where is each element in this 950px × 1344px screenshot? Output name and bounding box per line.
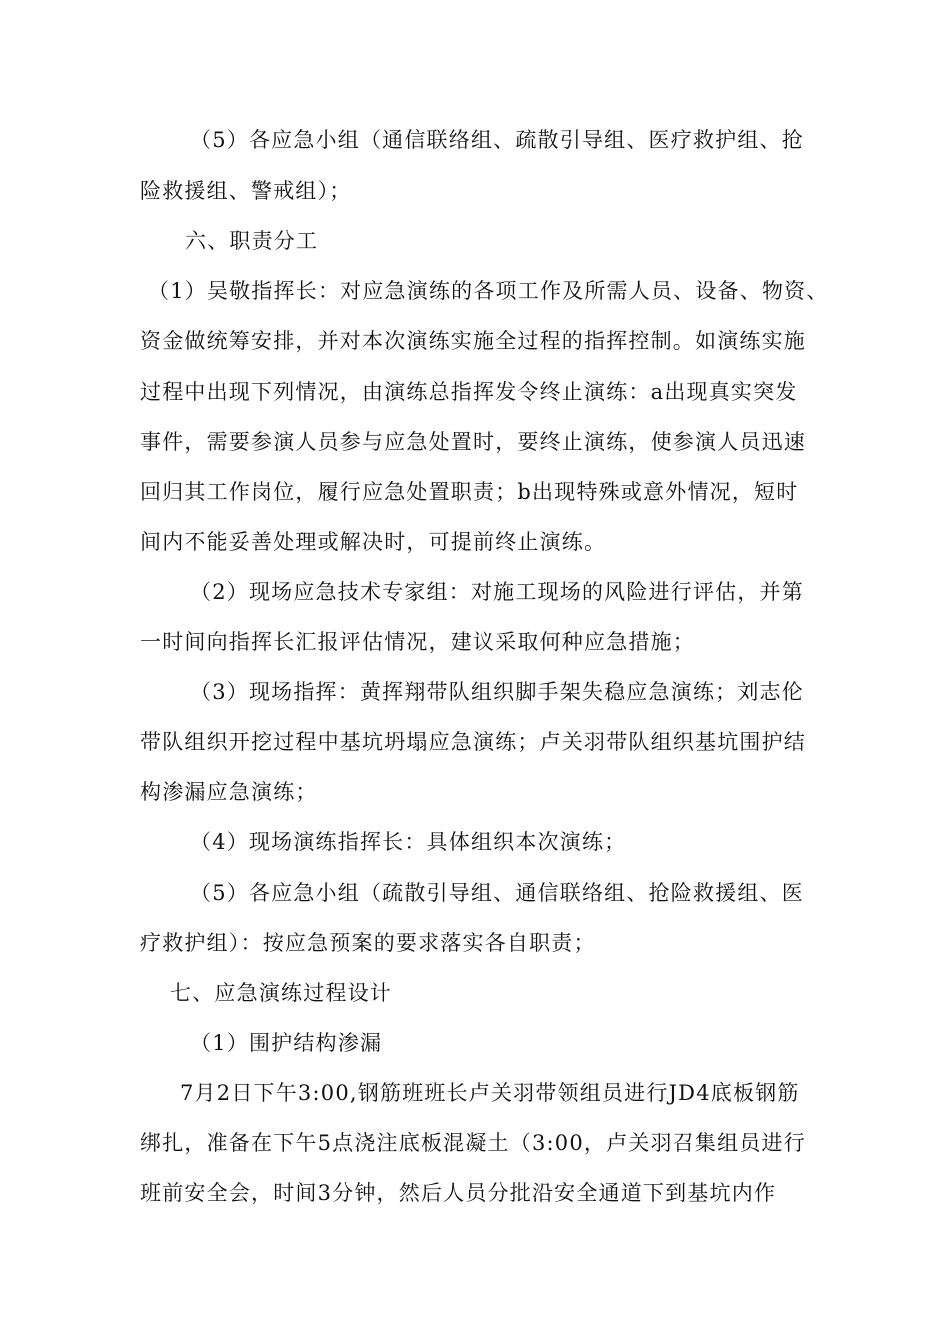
paragraph-line: 过程中出现下列情况，由演练总指挥发令终止演练：a出现真实突发 — [140, 380, 798, 404]
paragraph-line: 疗救护组）：按应急预案的要求落实各自职责； — [140, 931, 596, 955]
paragraph-line: （5）各应急小组（通信联络组、疏散引导组、医疗救护组、抢 — [190, 128, 804, 152]
paragraph-line: 资金做统筹安排，并对本次演练实施全过程的指挥控制。如演练实施 — [140, 329, 806, 353]
paragraph-line: （2）现场应急技术专家组：对施工现场的风险进行评估，并第 — [190, 580, 804, 604]
paragraph-line: （1）吴敬指挥长：对应急演练的各项工作及所需人员、设备、物资、 — [148, 279, 829, 303]
paragraph-line: 绑扎，准备在下午5点浇注底板混凝土（3:00，卢关羽召集组员进行 — [140, 1131, 806, 1155]
paragraph-line: （5）各应急小组（疏散引导组、通信联络组、抢险救援组、医 — [190, 881, 804, 905]
paragraph-line: 7月2日下午3:00,钢筋班班长卢关羽带领组员进行JD4底板钢筋 — [180, 1081, 800, 1105]
paragraph-line: 班前安全会，时间3分钟，然后人员分批沿安全通道下到基坑内作 — [140, 1181, 777, 1205]
subsection-heading: （1）围护结构渗漏 — [190, 1031, 383, 1055]
paragraph-line: 事件，需要参演人员参与应急处置时，要终止演练，使参演人员迅速 — [140, 430, 806, 454]
paragraph-line: （3）现场指挥：黄挥翔带队组织脚手架失稳应急演练；刘志伦 — [190, 680, 804, 704]
paragraph-line: 带队组织开挖过程中基坑坍塌应急演练；卢关羽带队组织基坑围护结 — [140, 730, 806, 754]
paragraph-line: 回归其工作岗位，履行应急处置职责；b出现特殊或意外情况，短时 — [140, 480, 799, 504]
paragraph-line: （4）现场演练指挥长：具体组织本次演练； — [190, 830, 627, 854]
paragraph-line: 险救援组、警戒组）； — [140, 179, 352, 203]
section-heading: 六、职责分工 — [185, 229, 319, 253]
paragraph-line: 一时间向指挥长汇报评估情况，建议采取何种应急措施； — [140, 630, 695, 654]
section-heading: 七、应急演练过程设计 — [170, 981, 392, 1005]
paragraph-line: 构渗漏应急演练； — [140, 780, 318, 804]
paragraph-line: 间内不能妥善处理或解决时，可提前终止演练。 — [140, 530, 607, 554]
